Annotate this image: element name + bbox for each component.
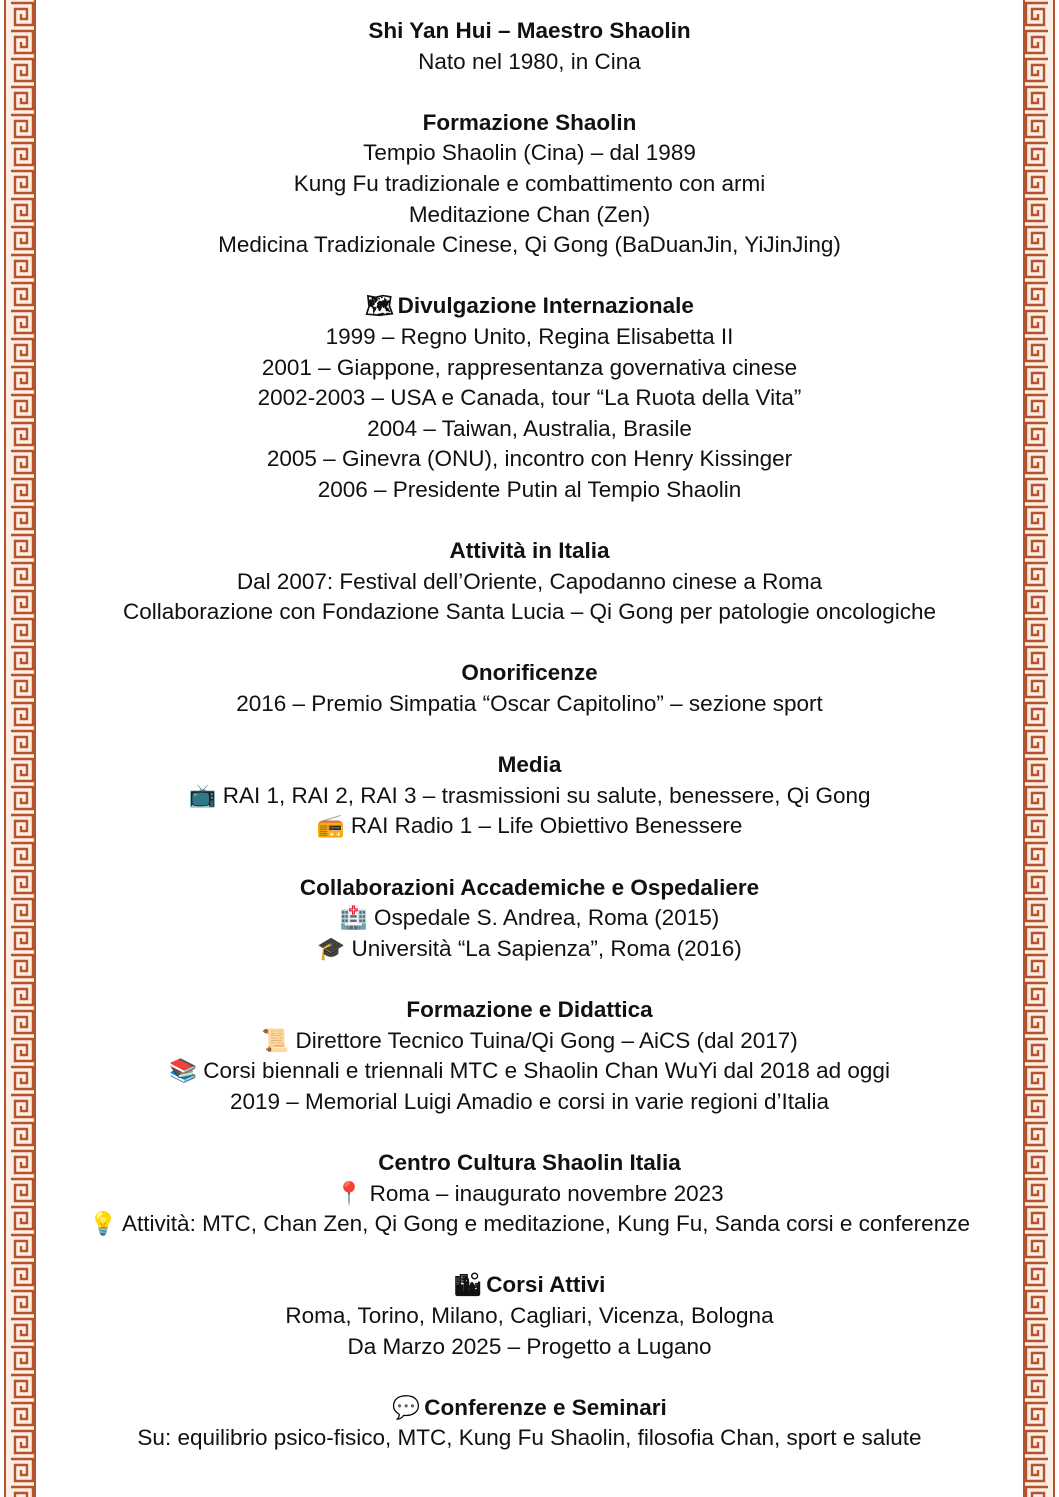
section-heading: Collaborazioni Accademiche e Ospedaliere (299, 874, 760, 900)
list-item: 2016 – Premio Simpatia “Oscar Capitolino” – sezione sport (236, 691, 823, 717)
section-heading: Attività in Italia (449, 538, 610, 564)
section-onorificenze (40, 658, 1019, 719)
list-item: 📜 Direttore Tecnico Tuina/Qi Gong – AiCS (dal 2017) (261, 1027, 798, 1053)
list-item: 2001 – Giappone, rappresentanza governativa cinese (261, 354, 798, 380)
list-item: Collaborazione con Fondazione Santa Lucia – Qi Gong per patologie oncologiche (122, 599, 937, 625)
list-item: Da Marzo 2025 – Progetto a Lugano (347, 1333, 712, 1359)
section-corsi-attivi (40, 1270, 1019, 1362)
section-centro-cultura (40, 1148, 1019, 1240)
list-item: Medicina Tradizionale Cinese, Qi Gong (BaDuanJin, YiJinJing) (218, 232, 841, 258)
section-conferenze (40, 1393, 1019, 1454)
section-media (40, 750, 1019, 842)
section-heading: Centro Cultura Shaolin Italia (378, 1149, 681, 1175)
list-item: 2006 – Presidente Putin al Tempio Shaolin (317, 476, 742, 502)
section-heading (40, 1393, 1019, 1424)
section-divulgazione (40, 291, 1019, 505)
section-heading (40, 1270, 1019, 1301)
list-item: 2004 – Taiwan, Australia, Brasile (367, 415, 692, 441)
map-icon: 🗺 (365, 293, 394, 320)
list-item: Meditazione Chan (Zen) (408, 201, 651, 227)
section-heading (40, 291, 1019, 322)
birth-line: Nato nel 1980, in Cina (418, 48, 641, 74)
list-item: Kung Fu tradizionale e combattimento con armi (293, 170, 766, 196)
section-heading: Onorificenze (461, 660, 598, 686)
page-title: Shi Yan Hui – Maestro Shaolin (368, 18, 691, 43)
list-item-hospital: 🏥 Ospedale S. Andrea, Roma (2015) (339, 905, 720, 931)
list-item: 2002-2003 – USA e Canada, tour “La Ruota della Vita” (257, 385, 802, 411)
list-item: Dal 2007: Festival dell’Oriente, Capodanno cinese a Roma (236, 568, 823, 594)
list-item-radio: 📻 RAI Radio 1 – Life Obiettivo Benessere (316, 813, 743, 839)
list-item-tv: 📺 RAI 1, RAI 2, RAI 3 – trasmissioni su salute, benessere, Qi Gong (188, 782, 871, 808)
list-item: 2005 – Ginevra (ONU), incontro con Henry Kissinger (266, 446, 793, 472)
section-collaborazioni (40, 873, 1019, 965)
city-icon: 🏙 (453, 1272, 483, 1299)
section-heading-text: Corsi Attivi (486, 1272, 606, 1298)
document-body (40, 16, 1019, 1485)
greek-key-border-right (1023, 0, 1055, 1497)
section-attivita-italia (40, 536, 1019, 628)
section-formazione-shaolin (40, 108, 1019, 261)
list-item-location: 📍 Roma – inaugurato novembre 2023 (335, 1180, 724, 1206)
list-item: 2019 – Memorial Luigi Amadio e corsi in varie regioni d’Italia (229, 1088, 830, 1114)
list-item: Roma, Torino, Milano, Cagliari, Vicenza, Bologna (285, 1302, 774, 1328)
section-heading-text: Conferenze e Seminari (424, 1394, 667, 1420)
list-item: Tempio Shaolin (Cina) – dal 1989 (363, 140, 696, 166)
list-item: Su: equilibrio psico-fisico, MTC, Kung Fu Shaolin, filosofia Chan, sport e salute (137, 1425, 922, 1451)
section-heading: Formazione e Didattica (406, 997, 653, 1022)
list-item: 1999 – Regno Unito, Regina Elisabetta II (325, 323, 734, 349)
section-heading: Formazione Shaolin (422, 109, 637, 135)
section-heading-text: Divulgazione Internazionale (397, 293, 694, 319)
section-profile (40, 16, 1019, 77)
list-item: 📚 Corsi biennali e triennali MTC e Shaolin Chan WuYi dal 2018 ad oggi (169, 1058, 890, 1084)
greek-key-border-left (4, 0, 36, 1497)
list-item-activities: 💡 Attività: MTC, Chan Zen, Qi Gong e meditazione, Kung Fu, Sanda corsi e conferenze (89, 1211, 970, 1237)
section-heading: Media (497, 752, 562, 778)
list-item-university: 🎓 Università “La Sapienza”, Roma (2016) (317, 935, 742, 961)
section-didattica (40, 995, 1019, 1117)
speech-bubble-icon: 💬 (392, 1394, 421, 1421)
